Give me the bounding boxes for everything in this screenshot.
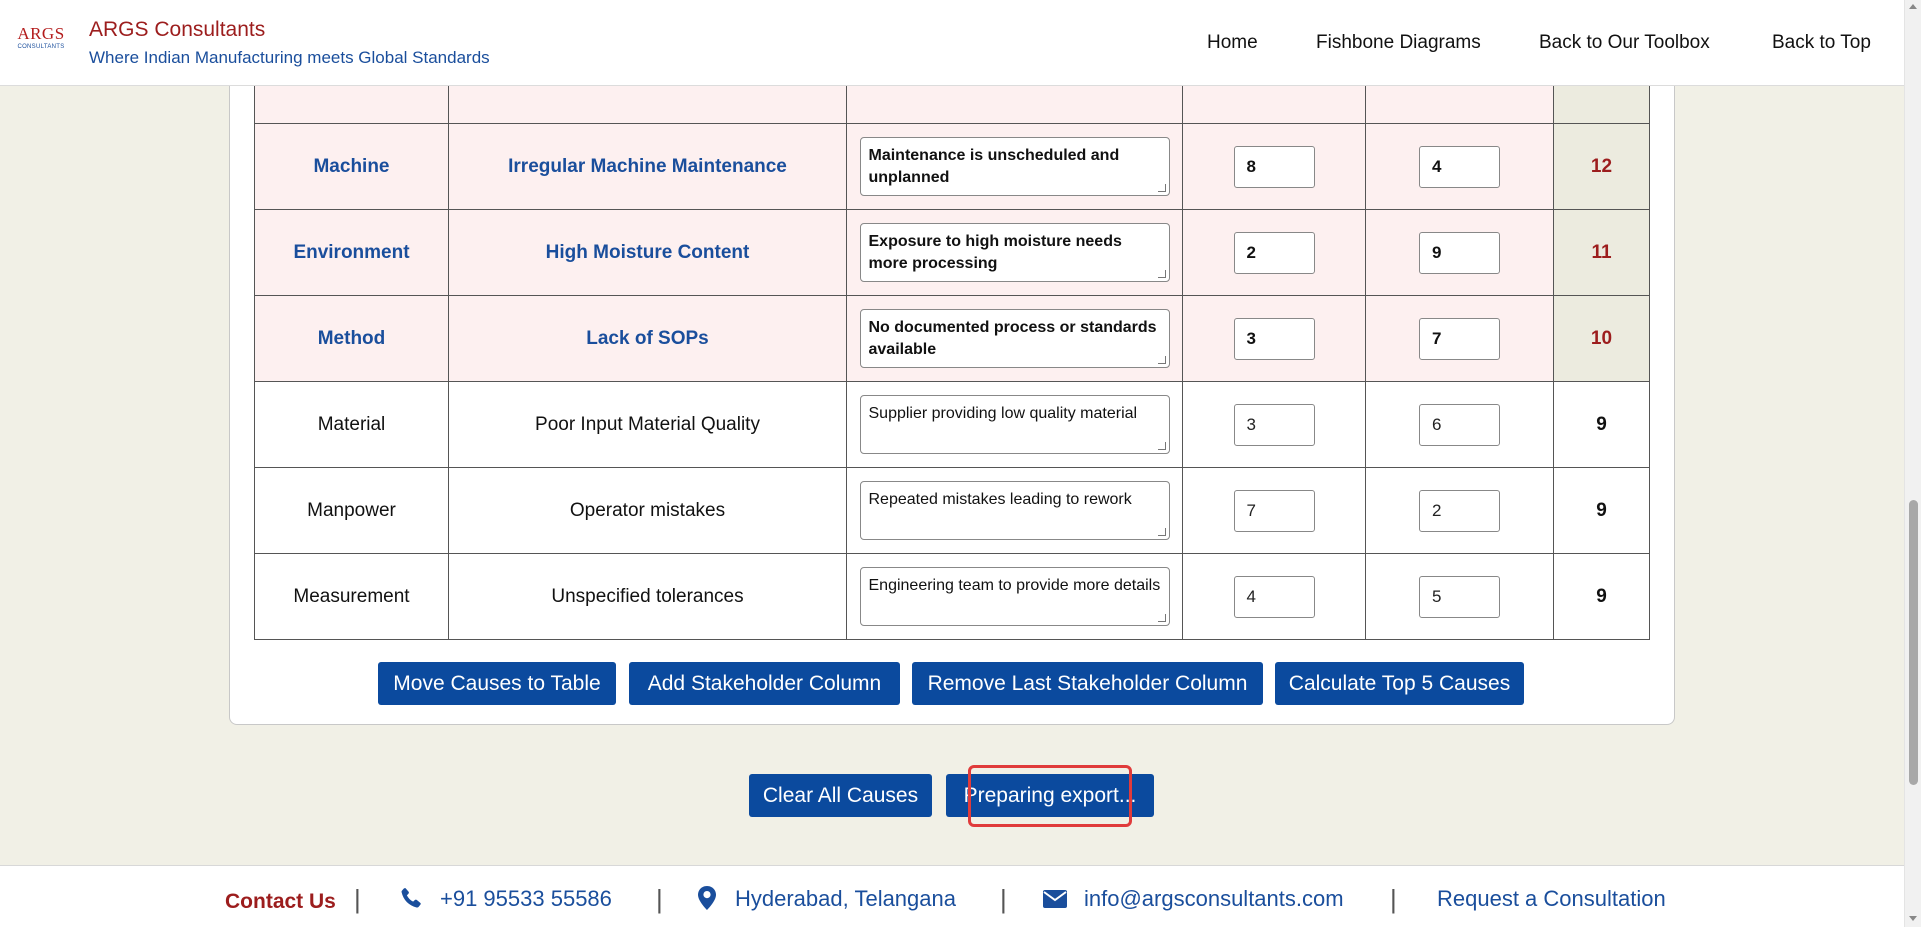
score-input-cell xyxy=(1366,124,1554,210)
footer-divider: | xyxy=(656,884,663,914)
cause-note-textarea[interactable]: Engineering team to provide more details xyxy=(860,567,1170,626)
nav-fishbone-diagrams[interactable]: Fishbone Diagrams xyxy=(1316,32,1481,53)
category-cell: Method xyxy=(255,296,449,382)
contact-us-label: Contact Us xyxy=(225,890,336,913)
total-score-cell: 9 xyxy=(1554,554,1650,640)
cause-note-textarea[interactable]: Maintenance is unscheduled and unplanned xyxy=(860,137,1170,196)
category-cell: Machine xyxy=(255,124,449,210)
footer-divider: | xyxy=(1000,884,1007,914)
footer-phone-link[interactable]: +91 95533 55586 xyxy=(440,886,612,911)
stakeholder-2-input[interactable]: 9 xyxy=(1419,232,1500,274)
total-score-cell: 9 xyxy=(1554,382,1650,468)
cause-cell: Poor Input Material Quality xyxy=(449,382,847,468)
stakeholder-2-input[interactable]: 4 xyxy=(1419,146,1500,188)
brand-tagline: Where Indian Manufacturing meets Global Standards xyxy=(89,48,490,67)
score-input-cell xyxy=(1366,382,1554,468)
clear-all-causes-button[interactable]: Clear All Causes xyxy=(749,774,932,817)
stakeholder-1-input[interactable]: 2 xyxy=(1234,232,1315,274)
cause-priority-table xyxy=(254,37,1649,640)
category-cell: Measurement xyxy=(255,554,449,640)
stakeholder-1-input[interactable]: 7 xyxy=(1234,490,1315,532)
highlight-box xyxy=(968,765,1132,827)
note-cell xyxy=(847,296,1183,382)
location-icon xyxy=(697,886,717,915)
footer-divider: | xyxy=(354,884,361,914)
score-input-cell xyxy=(1183,210,1366,296)
add-stakeholder-column-button[interactable]: Add Stakeholder Column xyxy=(629,662,900,705)
nav-home[interactable]: Home xyxy=(1207,32,1258,53)
footer-email-link[interactable]: info@argsconsultants.com xyxy=(1084,886,1344,911)
cause-note-textarea[interactable]: Exposure to high moisture needs more processing xyxy=(860,223,1170,282)
score-input-cell xyxy=(1183,468,1366,554)
nav-back-to-toolbox[interactable]: Back to Our Toolbox xyxy=(1539,32,1710,53)
cause-note-textarea[interactable]: Repeated mistakes leading to rework xyxy=(860,481,1170,540)
brand-name[interactable]: ARGS Consultants xyxy=(89,18,266,41)
table-row xyxy=(255,554,1650,640)
cause-note-textarea[interactable]: No documented process or standards available xyxy=(860,309,1170,368)
stakeholder-2-input[interactable]: 6 xyxy=(1419,404,1500,446)
note-cell xyxy=(847,554,1183,640)
table-row xyxy=(255,468,1650,554)
cause-cell: Irregular Machine Maintenance xyxy=(449,124,847,210)
stakeholder-2-input[interactable]: 5 xyxy=(1419,576,1500,618)
stakeholder-1-input[interactable]: 4 xyxy=(1234,576,1315,618)
score-input-cell xyxy=(1183,124,1366,210)
args-logo[interactable]: ARGS CONSULTANTS xyxy=(17,24,65,50)
scroll-up-arrow-icon[interactable] xyxy=(1909,4,1917,9)
request-consultation-link[interactable]: Request a Consultation xyxy=(1437,886,1666,911)
cause-cell: Unspecified tolerances xyxy=(449,554,847,640)
score-input-cell xyxy=(1183,296,1366,382)
score-input-cell xyxy=(1366,554,1554,640)
page-scrollbar[interactable] xyxy=(1904,0,1921,927)
category-cell: Material xyxy=(255,382,449,468)
cause-cell: Lack of SOPs xyxy=(449,296,847,382)
score-input-cell xyxy=(1366,296,1554,382)
move-causes-button[interactable]: Move Causes to Table xyxy=(378,662,616,705)
scroll-thumb[interactable] xyxy=(1909,500,1918,785)
note-cell xyxy=(847,468,1183,554)
table-row xyxy=(255,296,1650,382)
category-cell: Manpower xyxy=(255,468,449,554)
score-input-cell xyxy=(1183,554,1366,640)
table-row xyxy=(255,382,1650,468)
export-button[interactable]: Preparing export... xyxy=(946,774,1154,817)
cause-note-textarea[interactable]: Supplier providing low quality material xyxy=(860,395,1170,454)
category-cell: Environment xyxy=(255,210,449,296)
cause-cell: High Moisture Content xyxy=(449,210,847,296)
score-input-cell xyxy=(1366,468,1554,554)
phone-icon xyxy=(399,886,423,915)
total-score-cell: 10 xyxy=(1554,296,1650,382)
total-score-cell: 9 xyxy=(1554,468,1650,554)
total-score-cell: 12 xyxy=(1554,124,1650,210)
table-row xyxy=(255,124,1650,210)
stakeholder-2-input[interactable]: 2 xyxy=(1419,490,1500,532)
total-score-cell: 11 xyxy=(1554,210,1650,296)
stakeholder-1-input[interactable]: 8 xyxy=(1234,146,1315,188)
note-cell xyxy=(847,124,1183,210)
note-cell xyxy=(847,382,1183,468)
email-icon xyxy=(1043,890,1067,913)
scroll-down-arrow-icon[interactable] xyxy=(1909,916,1917,921)
nav-back-to-top[interactable]: Back to Top xyxy=(1772,32,1871,53)
table-row xyxy=(255,210,1650,296)
footer-divider: | xyxy=(1390,884,1397,914)
score-input-cell xyxy=(1366,210,1554,296)
stakeholder-1-input[interactable]: 3 xyxy=(1234,404,1315,446)
calculate-top5-button[interactable]: Calculate Top 5 Causes xyxy=(1275,662,1524,705)
site-footer xyxy=(0,865,1904,927)
footer-location: Hyderabad, Telangana xyxy=(735,886,956,911)
stakeholder-2-input[interactable]: 7 xyxy=(1419,318,1500,360)
stakeholder-1-input[interactable]: 3 xyxy=(1234,318,1315,360)
score-input-cell xyxy=(1183,382,1366,468)
remove-stakeholder-column-button[interactable]: Remove Last Stakeholder Column xyxy=(912,662,1263,705)
cause-cell: Operator mistakes xyxy=(449,468,847,554)
note-cell xyxy=(847,210,1183,296)
site-header xyxy=(0,0,1904,86)
